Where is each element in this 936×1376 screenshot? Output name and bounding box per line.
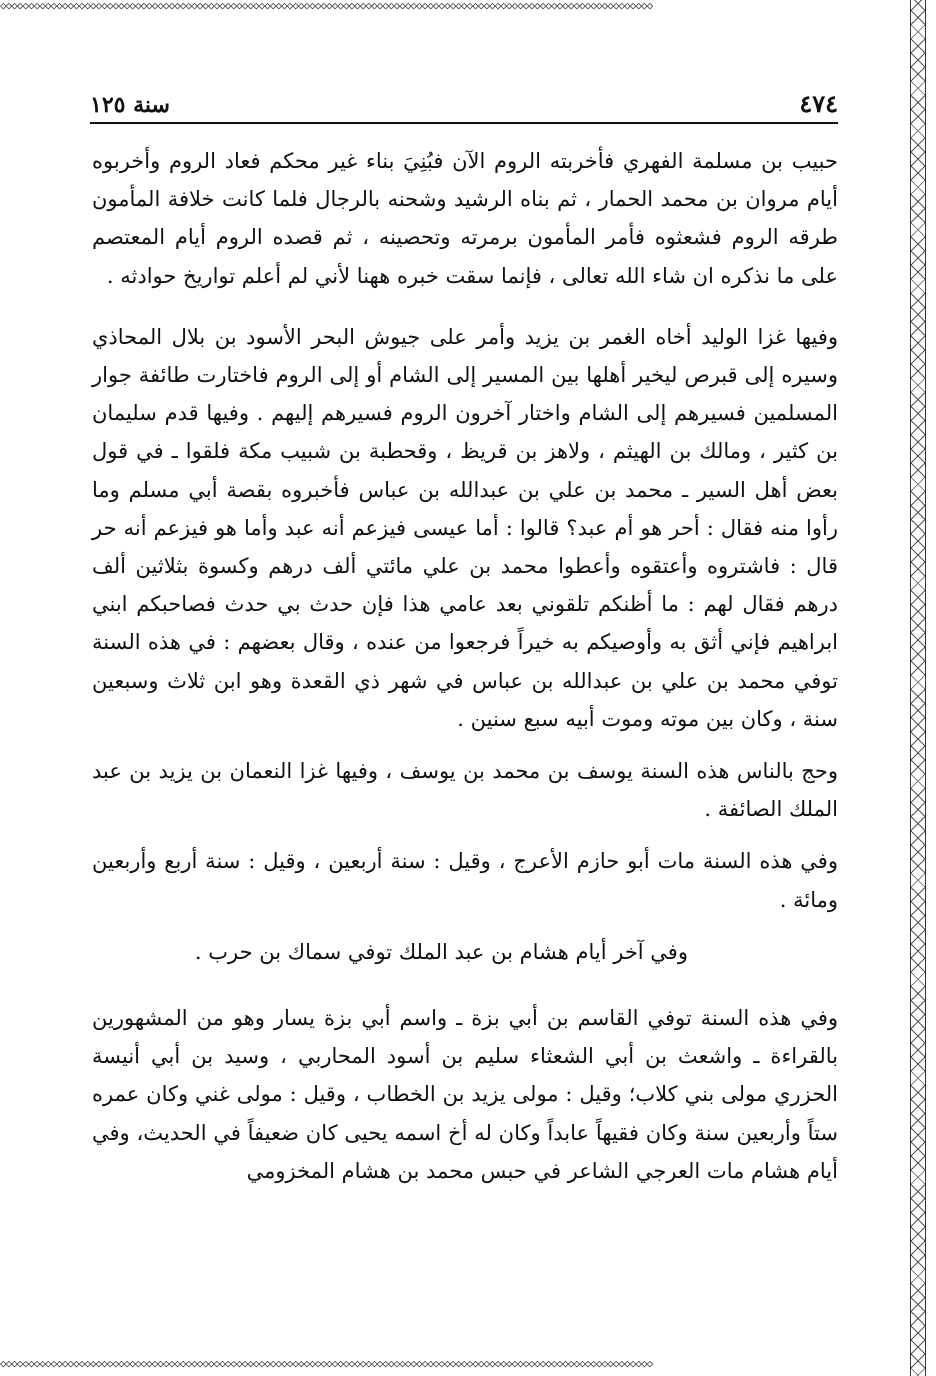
decorative-border-top: ◇◇◇◇◇◇◇◇◇◇◇◇◇◇◇◇◇◇◇◇◇◇◇◇◇◇◇◇◇◇◇◇◇◇◇◇◇◇◇◇◇◇◇◇◇◇◇◇◇◇◇◇◇◇◇◇◇◇◇◇◇◇◇◇◇◇◇◇◇◇◇◇◇◇◇◇◇◇◇◇◇◇◇◇◇◇◇◇◇◇◇◇◇◇◇◇◇◇◇◇◇◇◇◇◇◇◇◇◇◇◇◇◇◇◇◇ bbox=[0, 0, 653, 12]
paragraph-3: وحج بالناس هذه السنة يوسف بن محمد بن يوسف ، وفيها غزا النعمان بن يزيد بن عبد الملك الصائفة . bbox=[92, 759, 838, 822]
page-number: ٤٧٤ bbox=[799, 89, 838, 118]
page-header bbox=[90, 86, 838, 124]
decorative-border-right bbox=[910, 0, 926, 1376]
paragraph-4: وفي هذه السنة مات أبو حازم الأعرج ، وقيل : سنة أربعين ، وقيل : سنة أربع وأربعين ومائة . bbox=[92, 849, 838, 912]
decorative-border-bottom: ◇◇◇◇◇◇◇◇◇◇◇◇◇◇◇◇◇◇◇◇◇◇◇◇◇◇◇◇◇◇◇◇◇◇◇◇◇◇◇◇◇◇◇◇◇◇◇◇◇◇◇◇◇◇◇◇◇◇◇◇◇◇◇◇◇◇◇◇◇◇◇◇◇◇◇◇◇◇◇◇◇◇◇◇◇◇◇◇◇◇◇◇◇◇◇◇◇◇◇◇◇◇◇◇◇◇◇◇◇◇◇◇◇◇◇◇ bbox=[0, 1358, 653, 1370]
paragraph-2: وفيها غزا الوليد أخاه الغمر بن يزيد وأمر على جيوش البحر الأسود بن بلال المحاذي وسيره إلى قبرص ليخير أهلها بين المسير إلى الشام أو إلى الروم فاختارت طائفة جوار المسلمين فسيرهم إلى الشام واختار آخرون الروم فسيرهم إليهم . وفيها قدم سليمان بن كثير ، ومالك بن الهيثم ، ولاهز بن قريظ ، وقحطبة بن شبيب مكة فلقوا ـ في قول بعض أهل السير ـ محمد بن علي بن عبدالله بن عباس فأخبروه بقصة أبي مسلم وما رأوا منه فقال : أحر هو أم عبد؟ قالوا : أما عيسى فيزعم أنه عبد وأما هو فيزعم أنه حر قال : فاشتروه وأعتقوه وأعطوا محمد بن علي مائتي ألف درهم وكسوة بثلاثين ألف درهم فقال لهم : ما أظنكم تلقوني بعد عامي هذا فإن حدث بي حدث فصاحبكم ابني ابراهيم فإني أثق به وأوصيكم به خيراً فرجعوا من عنده ، وقال بعضهم : في هذه السنة توفي محمد بن علي بن عبدالله بن عباس في شهر ذي القعدة وهو ابن ثلاث وسبعين سنة ، وكان بين موته وموت أبيه سبع سنين . bbox=[92, 324, 839, 731]
text-body bbox=[92, 142, 838, 1190]
paragraph-6: وفي هذه السنة توفي القاسم بن أبي بزة ـ واسم أبي بزة يسار وهو من المشهورين بالقراءة ـ واشعث بن أبي الشعثاء سليم بن أسود المحاربي ، وسيد بن أبي أنيسة الحزري مولى بني كلاب؛ وقيل : مولى يزيد بن الخطاب ، وقيل : مولى غني وكان عمره ستاً وأربعين سنة وكان فقيهاً عابداً وكان له أخ اسمه يحيى كان ضعيفاً في الحديث، وفي أيام هشام مات العرجي الشاعر في حبس محمد بن هشام المخزومي bbox=[92, 1006, 838, 1183]
paragraph-1: حبيب بن مسلمة الفهري فأخربته الروم الآن فبُنِيَ بناء غير محكم فعاد الروم وأخربوه أيام مروان بن محمد الحمار ، ثم بناه الرشيد وشحنه بالرجال فلما كانت خلافة المأمون طرقه الروم فشعثوه فأمر المأمون برمرته وتحصينه ، ثم قصده الروم أيام المعتصم على ما نذكره ان شاء الله تعالى ، فإنما سقت خبره ههنا لأني لم أعلم تواريخ حوادثه . bbox=[92, 149, 838, 288]
paragraph-5: وفي آخر أيام هشام بن عبد الملك توفي سماك بن حرب . bbox=[194, 939, 688, 964]
running-head: سنة ١٢٥ bbox=[90, 92, 170, 118]
